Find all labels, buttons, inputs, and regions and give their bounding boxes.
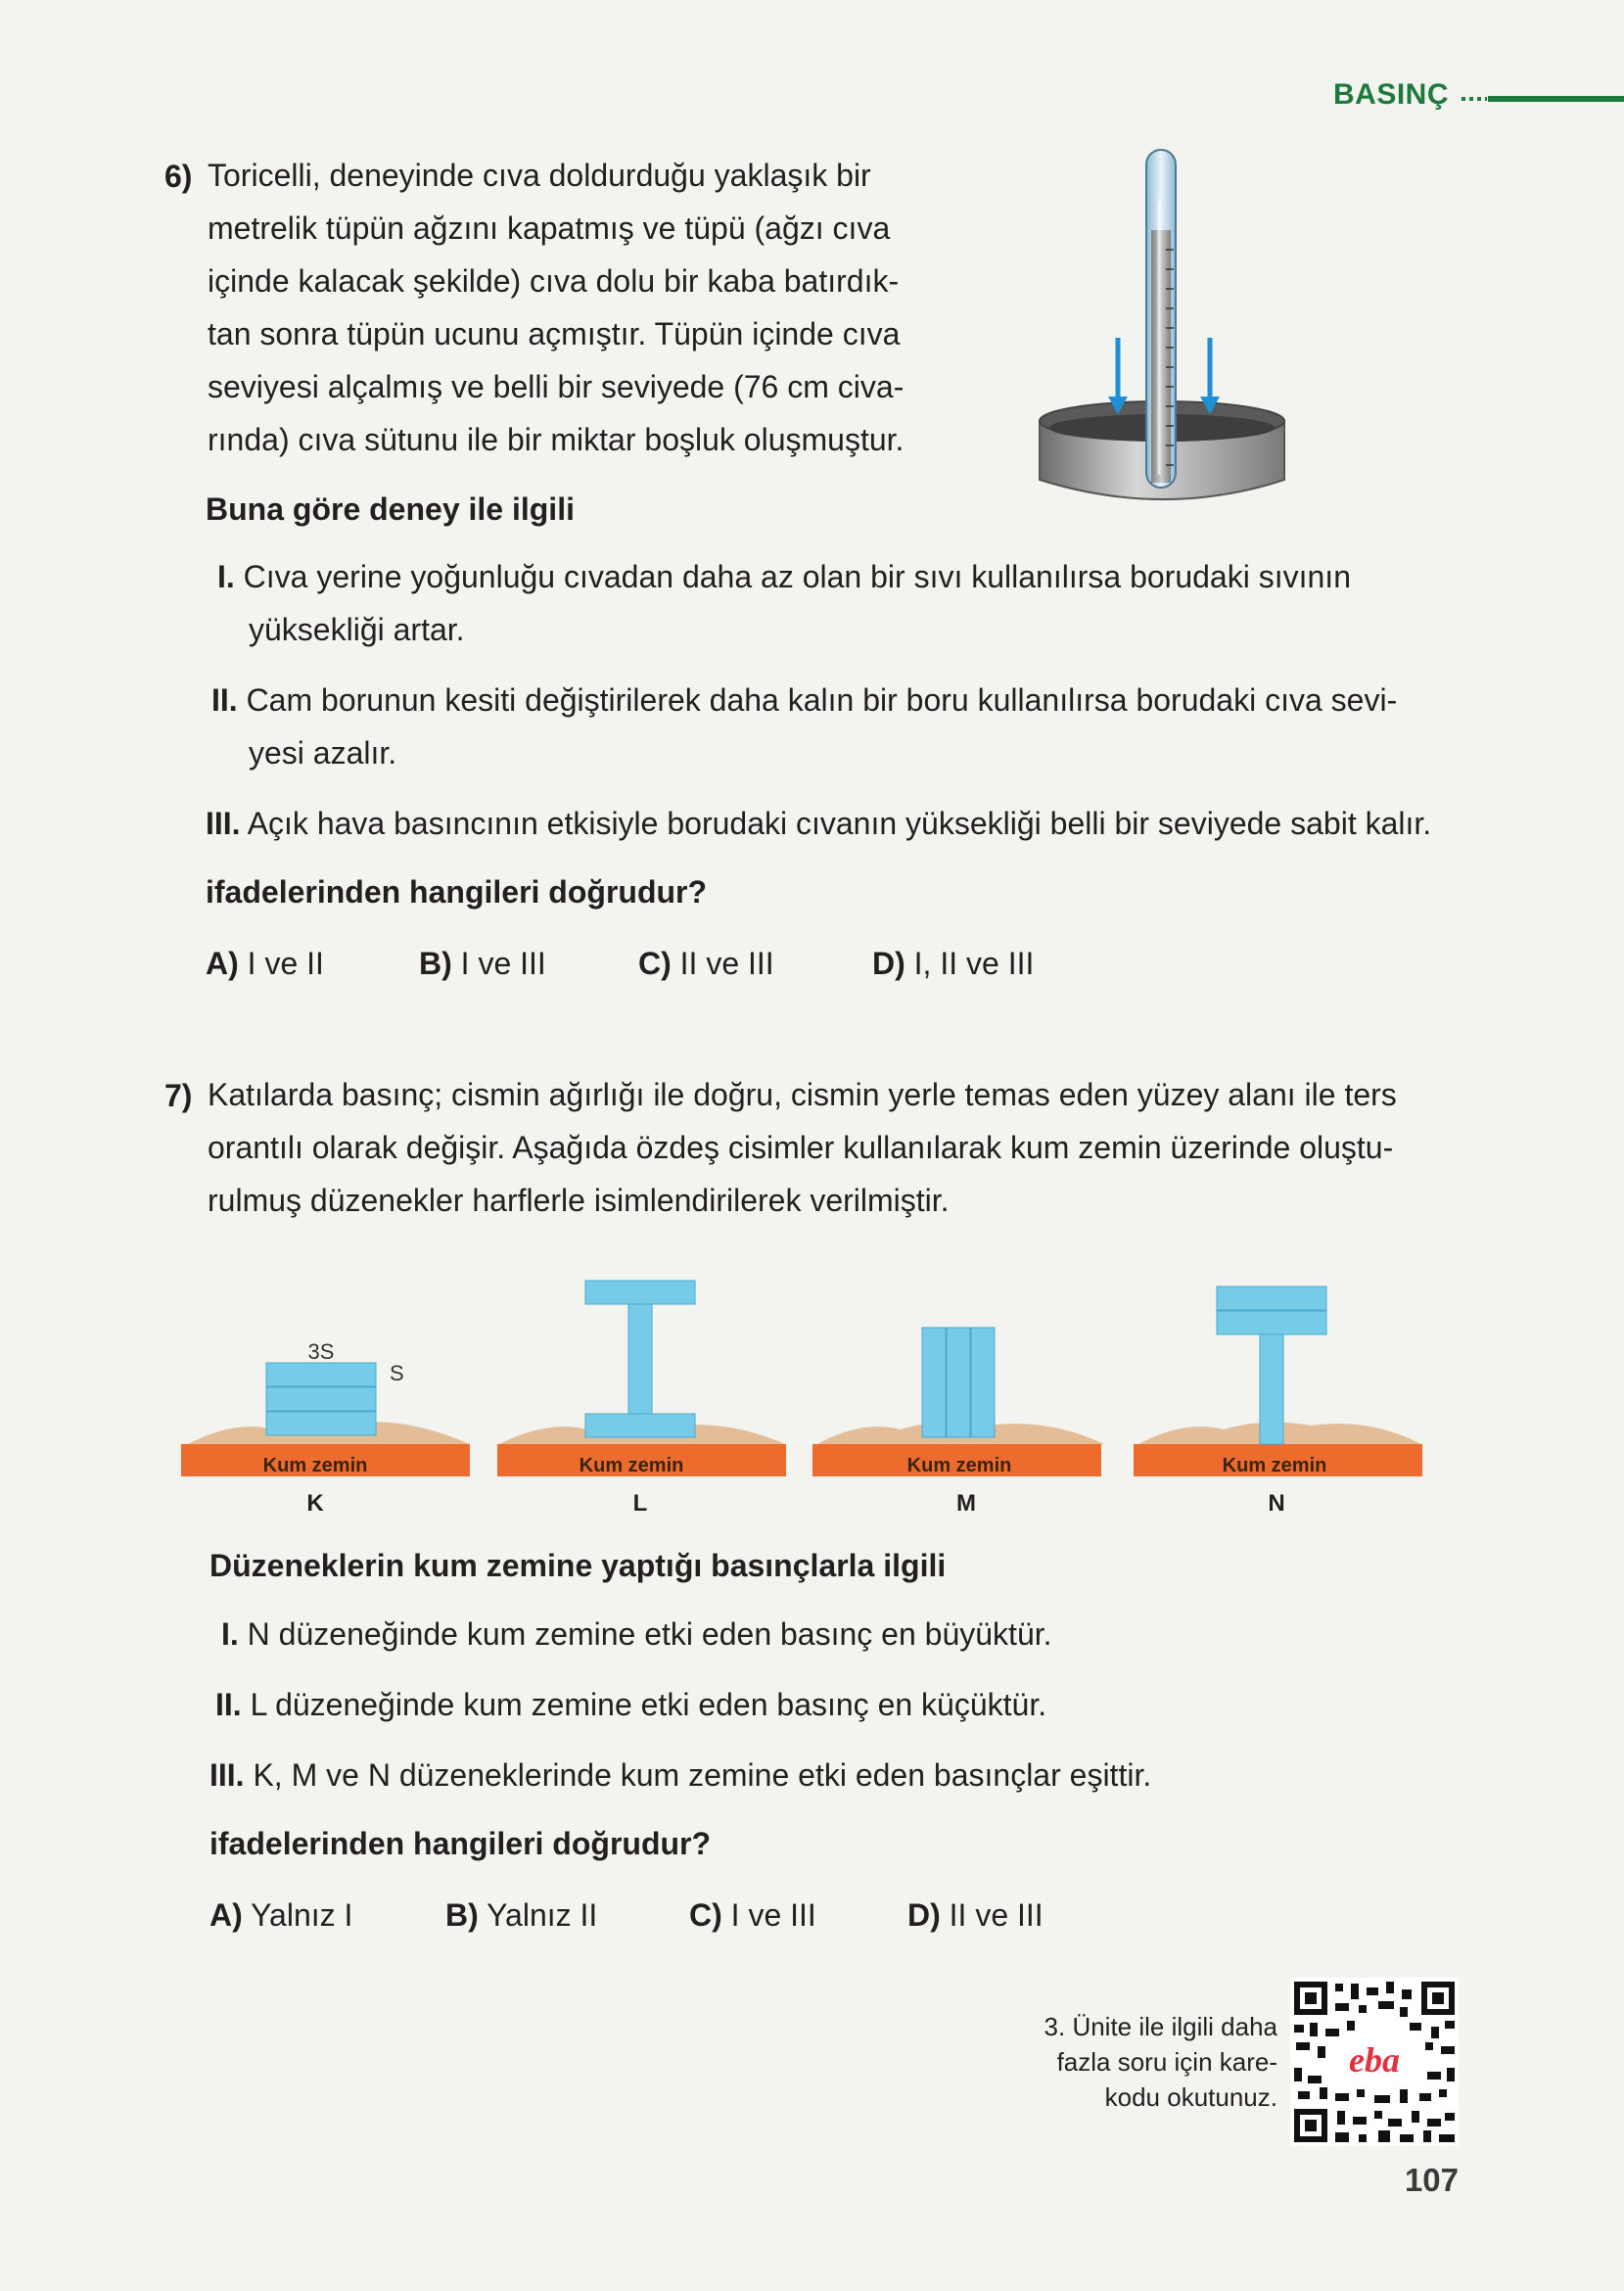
roman-numeral: II. bbox=[211, 682, 238, 718]
statement-text: Cam borunun kesiti değiştirilerek daha kalın bir boru kullanılırsa borudaki cıva sevi- bbox=[246, 682, 1398, 718]
setup-n bbox=[1134, 1286, 1422, 1476]
qr-caption bbox=[979, 2009, 1277, 2115]
roman-numeral: III. bbox=[209, 1757, 245, 1793]
question-7-prompt: Düzeneklerin kum zemine yaptığı basınçlarla ilgili bbox=[209, 1548, 947, 1583]
statement-7-3 bbox=[209, 1749, 1462, 1801]
option-6-d[interactable] bbox=[872, 946, 1034, 982]
question-7-text bbox=[208, 1068, 1480, 1227]
statement-6-2 bbox=[211, 674, 1474, 779]
question-7-number: 7) bbox=[164, 1078, 193, 1113]
option-letter: B) bbox=[419, 946, 452, 981]
option-7-b[interactable] bbox=[445, 1897, 597, 1934]
setup-k bbox=[181, 1339, 470, 1476]
eba-logo: eba bbox=[1349, 2040, 1400, 2080]
qr-caption-line: kodu okutunuz. bbox=[1104, 2082, 1277, 2112]
setup-label-l: L bbox=[632, 1490, 648, 1517]
question-6-text bbox=[208, 149, 961, 466]
roman-numeral: II. bbox=[215, 1687, 242, 1722]
roman-numeral: I. bbox=[217, 559, 235, 594]
question-7-line: Katılarda basınç; cismin ağırlığı ile doğru, cismin yerle temas eden yüzey alanı ile ters bbox=[208, 1077, 1397, 1112]
header-dots bbox=[1462, 97, 1487, 101]
qr-code[interactable] bbox=[1290, 1978, 1459, 2146]
question-7-line: orantılı olarak değişir. Aşağıda özdeş cisimler kullanılarak kum zemin üzerinde oluştu- bbox=[208, 1130, 1394, 1165]
area-label-s: S bbox=[390, 1361, 404, 1385]
statement-text: K, M ve N düzeneklerinde kum zemine etki eden basınçlar eşittir. bbox=[253, 1757, 1152, 1793]
ground-label: Kum zemin bbox=[262, 1455, 368, 1476]
ground-label: Kum zemin bbox=[906, 1455, 1012, 1476]
question-6-line: Toricelli, deneyinde cıva doldurduğu yaklaşık bir bbox=[208, 158, 871, 193]
option-7-a[interactable] bbox=[209, 1897, 352, 1934]
option-text: Yalnız I bbox=[251, 1897, 353, 1933]
option-letter: A) bbox=[209, 1897, 243, 1933]
option-6-c[interactable] bbox=[638, 946, 774, 982]
option-7-c[interactable] bbox=[689, 1897, 816, 1934]
option-letter: C) bbox=[638, 946, 672, 981]
section-title: BASINÇ bbox=[1332, 78, 1449, 111]
setup-label-k: K bbox=[306, 1490, 324, 1517]
option-letter: B) bbox=[445, 1897, 479, 1933]
qr-caption-line: fazla soru için kare- bbox=[1056, 2047, 1277, 2077]
option-text: Yalnız II bbox=[487, 1897, 598, 1933]
option-text: II ve III bbox=[949, 1897, 1044, 1933]
roman-numeral: III. bbox=[206, 806, 241, 841]
question-6-line: seviyesi alçalmış ve belli bir seviyede (76 cm civa- bbox=[208, 369, 905, 404]
option-6-a[interactable] bbox=[206, 946, 324, 982]
glass-tube bbox=[1146, 150, 1176, 488]
header-line bbox=[1488, 96, 1624, 102]
ground-label: Kum zemin bbox=[579, 1455, 684, 1476]
question-6-number: 6) bbox=[164, 159, 193, 194]
option-letter: D) bbox=[907, 1897, 941, 1933]
question-7-question: ifadelerinden hangileri doğrudur? bbox=[209, 1826, 712, 1861]
page-number: 107 bbox=[1404, 2162, 1459, 2198]
option-text: I ve II bbox=[247, 946, 324, 981]
statement-text: Açık hava basıncının etkisiyle borudaki cıvanın yüksekliği belli bir seviyede sabit kalır. bbox=[247, 806, 1432, 841]
question-6-line: rında) cıva sütunu ile bir miktar boşluk oluşmuştur. bbox=[208, 422, 905, 457]
statement-text: L düzeneğinde kum zemine etki eden basınç en küçüktür. bbox=[250, 1687, 1047, 1722]
option-text: I ve III bbox=[460, 946, 546, 981]
setup-l bbox=[497, 1281, 786, 1476]
statement-6-1 bbox=[217, 550, 1480, 656]
ground-label: Kum zemin bbox=[1222, 1455, 1327, 1476]
option-6-b[interactable] bbox=[419, 946, 546, 982]
option-letter: D) bbox=[872, 946, 905, 981]
roman-numeral: I. bbox=[221, 1616, 239, 1652]
option-letter: A) bbox=[206, 946, 239, 981]
statement-text: Cıva yerine yoğunluğu cıvadan daha az olan bir sıvı kullanılırsa borudaki sıvının bbox=[243, 559, 1351, 594]
statement-text: yüksekliği artar. bbox=[249, 612, 465, 647]
statement-text: N düzeneğinde kum zemine etki eden basınç en büyüktür. bbox=[247, 1616, 1052, 1652]
question-6-line: metrelik tüpün ağzını kapatmış ve tüpü (ağzı cıva bbox=[208, 210, 891, 246]
question-6-line: içinde kalacak şekilde) cıva dolu bir kaba batırdık- bbox=[208, 263, 900, 299]
torricelli-figure bbox=[1028, 142, 1302, 534]
option-text: I ve III bbox=[730, 1897, 816, 1933]
question-6-question: ifadelerinden hangileri doğrudur? bbox=[206, 874, 708, 910]
sand-setups-figure bbox=[176, 1273, 1429, 1478]
setup-label-n: N bbox=[1268, 1490, 1285, 1517]
question-6-line: tan sonra tüpün ucunu açmıştır. Tüpün içinde cıva bbox=[208, 316, 901, 351]
option-text: I, II ve III bbox=[913, 946, 1035, 981]
statement-7-1 bbox=[221, 1608, 1464, 1660]
statement-7-2 bbox=[215, 1678, 1459, 1731]
qr-caption-line: 3. Ünite ile ilgili daha bbox=[1044, 2012, 1277, 2041]
question-7-line: rulmuş düzenekler harflerle isimlendirilerek verilmiştir. bbox=[208, 1183, 950, 1218]
option-text: II ve III bbox=[679, 946, 774, 981]
question-6-prompt: Buna göre deney ile ilgili bbox=[206, 491, 575, 527]
area-label-3s: 3S bbox=[307, 1339, 335, 1364]
setup-label-m: M bbox=[956, 1490, 976, 1517]
statement-6-3 bbox=[206, 797, 1478, 850]
setup-m bbox=[812, 1328, 1104, 1476]
option-7-d[interactable] bbox=[907, 1897, 1044, 1934]
option-letter: C) bbox=[689, 1897, 722, 1933]
statement-text: yesi azalır. bbox=[249, 735, 397, 771]
